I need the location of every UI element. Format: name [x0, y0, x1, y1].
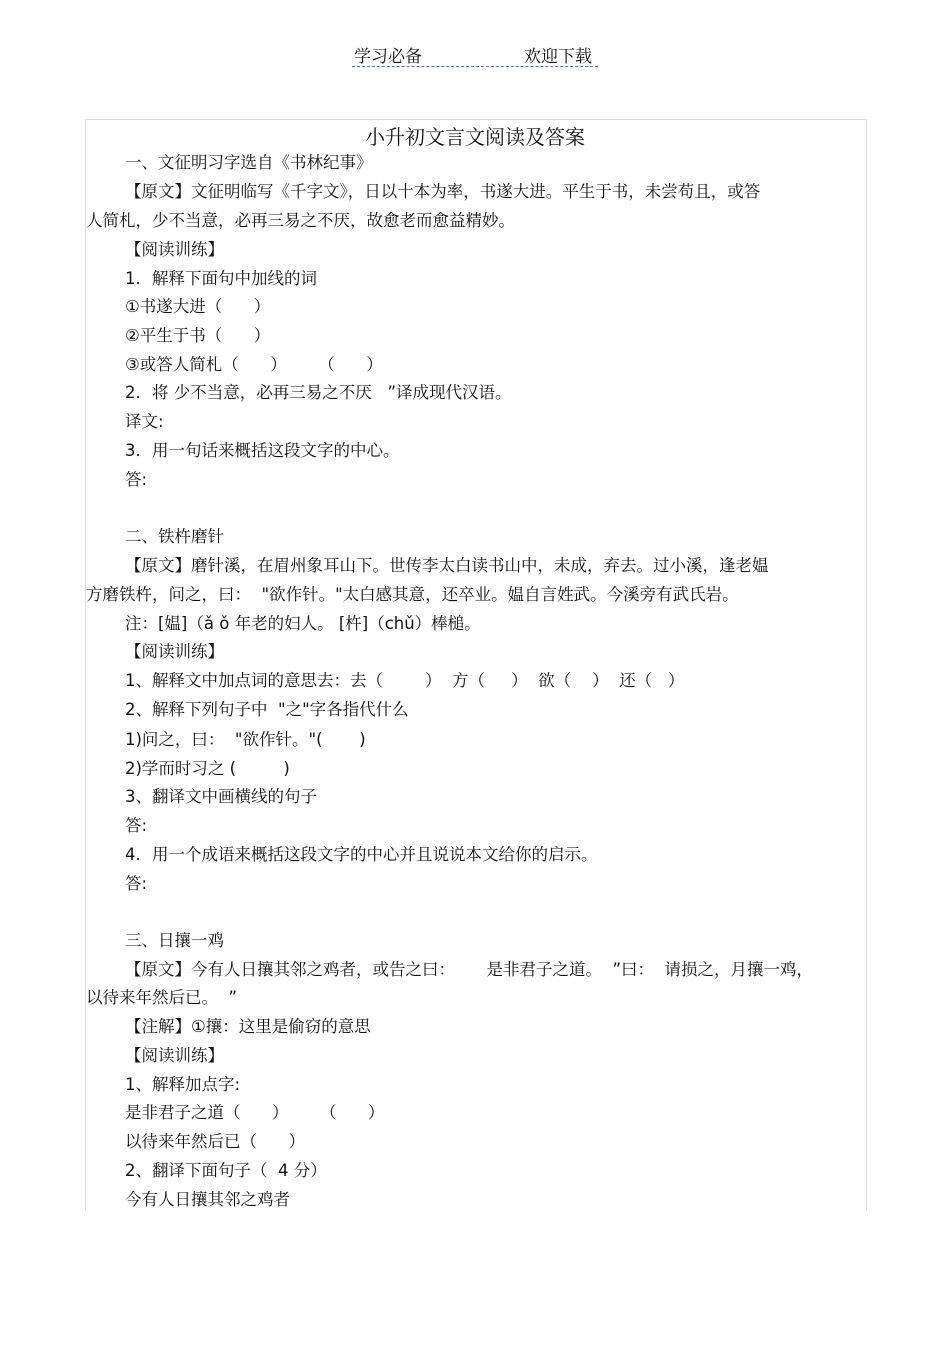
text-line: 方磨铁杵，问之，曰： "欲作针。"太白感其意，还卒业。媪自言姓武。今溪旁有武氏岩。 [86, 585, 739, 604]
question-line: 4．用一个成语来概括这段文字的中心并且说说本文给你的启示。 [125, 845, 598, 864]
question-line: ①书遂大进（ ） [125, 297, 271, 316]
header-right-text: 欢迎下载 [524, 47, 592, 67]
question-line: 是非君子之道（ ） （ ） [125, 1103, 385, 1122]
text-line: 【阅读训练】 [125, 642, 224, 661]
note-line: 注：[媪]（ǎ ǒ 年老的妇人。 [杵]（chǔ）棒槌。 [125, 614, 481, 633]
section-1-heading: 一、文征明习字选自《书林纪事》 [125, 153, 373, 172]
note-line: 【注解】①攘：这里是偷窃的意思 [125, 1017, 371, 1036]
text-line: 【原文】磨针溪，在眉州象耳山下。世传李太白读书山中，未成，弃去。过小溪，逢老媪 [125, 556, 769, 575]
question-line: 1．解释下面句中加线的词 [125, 269, 317, 288]
document-title: 小升初文言文阅读及答案 [365, 125, 585, 149]
question-line: 2．将 少不当意，必再三易之不厌 ”译成现代汉语。 [125, 383, 512, 402]
answer-label: 译文: [125, 412, 164, 431]
section-2-heading: 二、铁杵磨针 [125, 527, 224, 546]
question-line: 1、解释文中加点词的意思去：去（ ） 方（ ） 欲（ ） 还（ ） [125, 671, 685, 690]
question-line: 2)学而时习之 ( ) [125, 759, 290, 778]
question-line: 3、翻译文中画横线的句子 [125, 787, 317, 806]
question-line: 1、解释加点字: [125, 1075, 241, 1094]
question-line: ②平生于书（ ） [125, 326, 271, 345]
answer-label: 答: [125, 874, 148, 893]
question-line: 3．用一句话来概括这段文字的中心。 [125, 441, 400, 460]
question-line: 2、翻译下面句子（ 4 分） [125, 1161, 327, 1180]
answer-label: 答: [125, 470, 148, 489]
question-line: ③或答人简札（ ） （ ） [125, 355, 383, 374]
question-line: 1)问之，曰： "欲作针。"( ) [125, 730, 366, 749]
section-3-heading: 三、日攘一鸡 [125, 931, 224, 950]
question-line: 以待来年然后已（ ） [125, 1132, 305, 1151]
text-line: 【原文】文征明临写《千字文》，日以十本为率，书遂大进。平生于书，未尝苟且，或答 [125, 182, 761, 201]
answer-label: 答: [125, 816, 148, 835]
question-line: 今有人日攘其邻之鸡者 [125, 1190, 290, 1209]
text-line: 人简札，少不当意，必再三易之不厌，故愈老而愈益精妙。 [86, 211, 515, 230]
text-line: 以待来年然后已。 ” [86, 988, 238, 1007]
page-header [352, 40, 598, 67]
header-left-text: 学习必备 [354, 47, 422, 67]
text-line: 【原文】今有人日攘其邻之鸡者，或告之曰： 是非君子之道。 ”曰： 请损之，月攘一鸡， [125, 960, 813, 979]
text-line: 【阅读训练】 [125, 1046, 224, 1065]
question-line: 2、解释下列句子中 "之"字各指代什么 [125, 700, 409, 719]
text-line: 【阅读训练】 [125, 240, 224, 259]
